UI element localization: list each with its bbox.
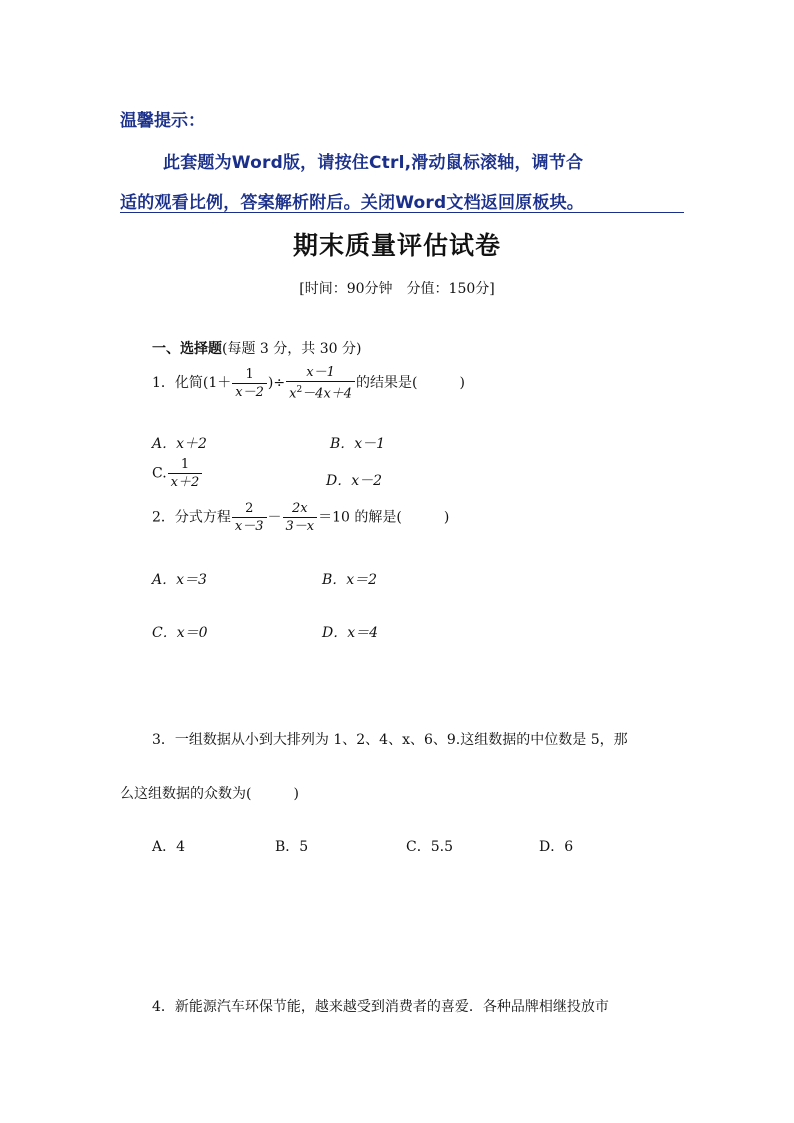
q3-line-2: 么这组数据的众数为( )	[120, 786, 299, 802]
q1-mid: )÷	[267, 375, 286, 392]
q2-option-a: A．x＝3	[152, 572, 207, 588]
tip-line-2: 适的观看比例，答案解析附后。关闭Word文档返回原板块。	[120, 193, 584, 213]
q1-option-d: D．x－2	[326, 473, 383, 489]
q1-option-c-label: C.	[152, 465, 167, 482]
q2-fraction-2	[283, 500, 318, 535]
q1-prefix: 1．化简(1＋	[152, 375, 232, 392]
exam-title: 期末质量评估试卷	[292, 231, 501, 260]
q2-f1-den: x－3	[232, 517, 267, 535]
q2-option-d: D．x＝4	[322, 625, 379, 641]
section-heading-label: 一、选择题	[152, 341, 222, 357]
exam-meta: [时间：90分钟 分值：150分]	[299, 281, 495, 297]
q1-f1-den: x－2	[232, 383, 267, 401]
q1-option-c-num: 1	[180, 457, 190, 472]
q3-option-b: B．5	[275, 839, 309, 855]
question-2	[152, 500, 449, 535]
q1-fraction-2	[286, 364, 355, 402]
q2-f2-num: 2x	[292, 501, 308, 516]
q3-option-c: C．5.5	[406, 839, 453, 855]
q3-option-a: A．4	[152, 839, 186, 855]
q1-option-a: A．x＋2	[152, 436, 207, 452]
q3-line-1: 3．一组数据从小到大排列为 1、2、4、x、6、9.这组数据的中位数是 5，那	[152, 732, 628, 748]
question-1	[152, 364, 465, 402]
q1-f2-den-b: －4x＋4	[302, 386, 353, 402]
q1-f2-den-a: x	[289, 386, 297, 402]
q2-f1-num: 2	[245, 501, 254, 516]
q3-option-d: D．6	[539, 839, 574, 855]
q2-fraction-1	[232, 500, 267, 535]
q1-option-c-fraction	[168, 456, 203, 491]
q2-prefix: 2．分式方程	[152, 509, 231, 526]
q2-f2-den: 3－x	[283, 517, 318, 535]
q2-minus: －	[267, 509, 282, 526]
q1-fraction-1	[232, 366, 267, 401]
q4-line-1: 4．新能源汽车环保节能，越来越受到消费者的喜爱．各种品牌相继投放市	[152, 999, 609, 1015]
tip-line-1: 此套题为Word版，请按住Ctrl,滑动鼠标滚轴，调节合	[163, 153, 584, 173]
tip-underline	[120, 212, 684, 213]
q1-f2-den	[286, 381, 355, 402]
q1-option-c-den: x＋2	[168, 473, 203, 491]
q1-f1-num: 1	[245, 366, 254, 382]
q2-suffix: ＝10 的解是( )	[318, 509, 450, 526]
q1-option-b: B．x－1	[330, 436, 386, 452]
tip-title: 温馨提示：	[120, 111, 205, 131]
q2-option-b: B．x＝2	[322, 572, 378, 588]
section-heading-note: (每题 3 分，共 30 分)	[222, 341, 362, 357]
q1-f2-num: x－1	[306, 365, 335, 380]
q1-suffix: 的结果是( )	[356, 375, 465, 392]
section-heading	[152, 338, 361, 358]
q2-option-c: C．x＝0	[152, 625, 208, 641]
q1-f2-den-sup: 2	[296, 385, 303, 395]
q1-option-c	[152, 456, 203, 491]
